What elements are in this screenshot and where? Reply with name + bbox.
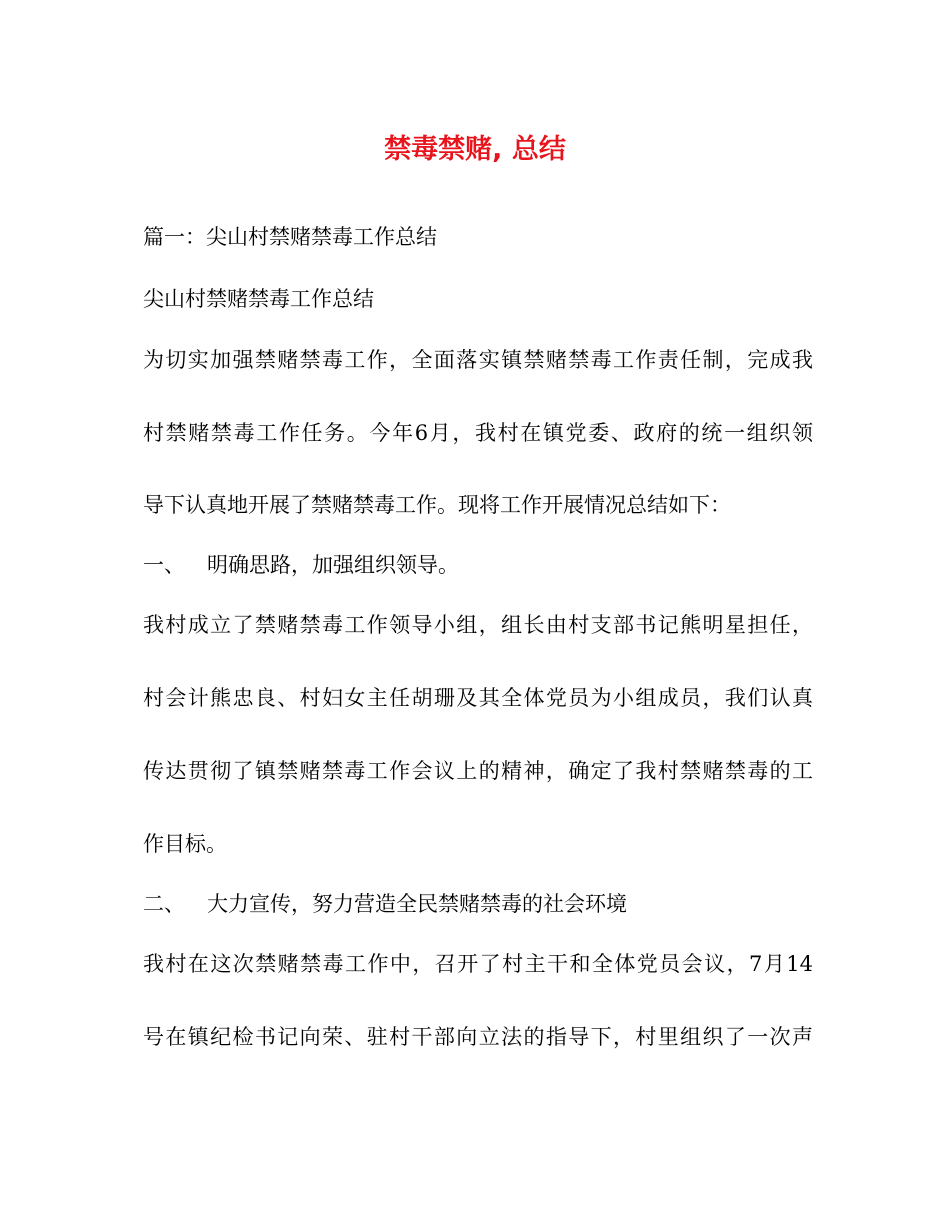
paragraph-line: 为切实加强禁赌禁毒工作，全面落实镇禁赌禁毒工作责任制，完成我 xyxy=(143,348,813,372)
section-heading: 篇一：尖山村禁赌禁毒工作总结 xyxy=(143,225,437,249)
paragraph-line: 我村成立了禁赌禁毒工作领导小组，组长由村支部书记熊明星担任， xyxy=(143,613,813,637)
heading-text: 大力宣传，努力营造全民禁赌禁毒的社会环境 xyxy=(207,892,627,916)
paragraph-line: 村会计熊忠良、村妇女主任胡珊及其全体党员为小组成员，我们认真 xyxy=(143,686,813,710)
numbered-heading xyxy=(143,550,813,580)
paragraph-line: 我村在这次禁赌禁毒工作中，召开了村主干和全体党员会议，7月14 xyxy=(143,952,813,976)
paragraph-line: 号在镇纪检书记向荣、驻村干部向立法的指导下，村里组织了一次声 xyxy=(143,1025,813,1049)
heading-number: 一、 xyxy=(143,553,185,577)
paragraph-line: 导下认真地开展了禁赌禁毒工作。现将工作开展情况总结如下： xyxy=(143,493,731,517)
document-title: 禁毒禁赌, 总结 xyxy=(384,134,566,165)
heading-number: 二、 xyxy=(143,892,185,916)
numbered-heading xyxy=(143,889,813,919)
paragraph-line: 传达贯彻了镇禁赌禁毒工作会议上的精神，确定了我村禁赌禁毒的工 xyxy=(143,759,813,783)
paragraph-line: 作目标。 xyxy=(143,832,227,856)
paragraph-line: 村禁赌禁毒工作任务。今年6月，我村在镇党委、政府的统一组织领 xyxy=(143,421,813,445)
heading-text: 明确思路，加强组织领导。 xyxy=(207,553,459,577)
subtitle: 尖山村禁赌禁毒工作总结 xyxy=(143,287,374,311)
